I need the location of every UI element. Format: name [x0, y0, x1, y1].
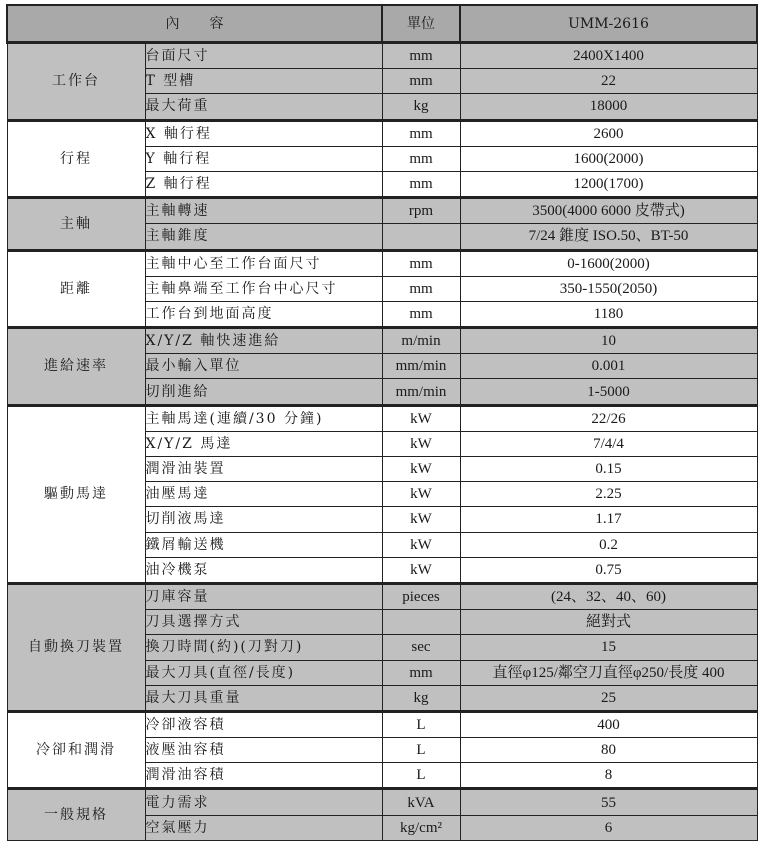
- spec-body: [7, 43, 757, 841]
- unit-cell: kVA: [382, 789, 460, 815]
- item-cell: 最大刀具(直徑/長度): [145, 660, 382, 685]
- item-cell: 主軸馬達(連續/30 分鐘): [145, 405, 382, 431]
- category-cell: 一般規格: [7, 789, 145, 840]
- value-cell: 1200(1700): [460, 171, 757, 197]
- unit-cell: [382, 224, 460, 250]
- item-cell: 刀具選擇方式: [145, 610, 382, 635]
- table-row: [7, 328, 757, 354]
- value-cell: 0.15: [460, 457, 757, 482]
- item-cell: 台面尺寸: [145, 43, 382, 69]
- value-cell: 15: [460, 635, 757, 660]
- value-cell: 0-1600(2000): [460, 250, 757, 276]
- unit-cell: mm: [382, 660, 460, 685]
- unit-cell: kW: [382, 431, 460, 456]
- value-cell: 6: [460, 815, 757, 840]
- item-cell: 油壓馬達: [145, 482, 382, 507]
- unit-cell: kW: [382, 405, 460, 431]
- value-cell: 絕對式: [460, 610, 757, 635]
- spec-table: [6, 4, 758, 841]
- unit-cell: mm/min: [382, 379, 460, 405]
- category-cell: 驅動馬達: [7, 405, 145, 583]
- value-cell: 0.2: [460, 532, 757, 557]
- unit-cell: mm/min: [382, 354, 460, 379]
- unit-cell: sec: [382, 635, 460, 660]
- item-cell: 電力需求: [145, 789, 382, 815]
- unit-cell: mm: [382, 69, 460, 94]
- value-cell: 3500(4000 6000 皮帶式): [460, 198, 757, 224]
- item-cell: 潤滑油容積: [145, 763, 382, 789]
- item-cell: 液壓油容積: [145, 738, 382, 763]
- item-cell: 鐵屑輸送機: [145, 532, 382, 557]
- item-cell: X/Y/Z 軸快速進給: [145, 328, 382, 354]
- value-cell: 22: [460, 69, 757, 94]
- value-cell: 1600(2000): [460, 146, 757, 171]
- value-cell: 2600: [460, 120, 757, 146]
- value-cell: 55: [460, 789, 757, 815]
- unit-cell: mm: [382, 250, 460, 276]
- value-cell: 直徑φ125/鄰空刀直徑φ250/長度 400: [460, 660, 757, 685]
- unit-cell: kW: [382, 557, 460, 583]
- unit-cell: kW: [382, 532, 460, 557]
- unit-cell: kW: [382, 457, 460, 482]
- item-cell: 冷卻液容積: [145, 711, 382, 737]
- value-cell: 22/26: [460, 405, 757, 431]
- value-cell: (24、32、40、60): [460, 583, 757, 609]
- unit-cell: kW: [382, 482, 460, 507]
- unit-cell: L: [382, 763, 460, 789]
- item-cell: 最小輸入單位: [145, 354, 382, 379]
- value-cell: 2400X1400: [460, 43, 757, 69]
- item-cell: 主軸鼻端至工作台中心尺寸: [145, 276, 382, 301]
- header-unit: 單位: [382, 5, 460, 43]
- header-content: 內容: [7, 5, 382, 43]
- table-row: [7, 405, 757, 431]
- item-cell: 切削進給: [145, 379, 382, 405]
- item-cell: X/Y/Z 馬達: [145, 431, 382, 456]
- value-cell: 1.17: [460, 507, 757, 532]
- unit-cell: mm: [382, 43, 460, 69]
- unit-cell: m/min: [382, 328, 460, 354]
- value-cell: 80: [460, 738, 757, 763]
- value-cell: 7/4/4: [460, 431, 757, 456]
- item-cell: Z 軸行程: [145, 171, 382, 197]
- value-cell: 1180: [460, 301, 757, 327]
- category-cell: 主軸: [7, 198, 145, 250]
- value-cell: 10: [460, 328, 757, 354]
- table-row: [7, 711, 757, 737]
- table-row: [7, 43, 757, 69]
- item-cell: 潤滑油裝置: [145, 457, 382, 482]
- item-cell: 最大荷重: [145, 94, 382, 120]
- item-cell: 主軸中心至工作台面尺寸: [145, 250, 382, 276]
- item-cell: 換刀時間(約)(刀對刀): [145, 635, 382, 660]
- header-model: UMM-2616: [460, 5, 757, 43]
- unit-cell: rpm: [382, 198, 460, 224]
- item-cell: 油冷機泵: [145, 557, 382, 583]
- unit-cell: mm: [382, 120, 460, 146]
- unit-cell: mm: [382, 301, 460, 327]
- unit-cell: L: [382, 711, 460, 737]
- item-cell: 最大刀具重量: [145, 685, 382, 711]
- value-cell: 7/24 錐度 ISO.50、BT-50: [460, 224, 757, 250]
- table-row: [7, 583, 757, 609]
- item-cell: T 型槽: [145, 69, 382, 94]
- item-cell: 刀庫容量: [145, 583, 382, 609]
- unit-cell: pieces: [382, 583, 460, 609]
- category-cell: 工作台: [7, 43, 145, 121]
- value-cell: 350-1550(2050): [460, 276, 757, 301]
- item-cell: X 軸行程: [145, 120, 382, 146]
- item-cell: Y 軸行程: [145, 146, 382, 171]
- unit-cell: mm: [382, 146, 460, 171]
- category-cell: 行程: [7, 120, 145, 198]
- value-cell: 400: [460, 711, 757, 737]
- value-cell: 0.001: [460, 354, 757, 379]
- value-cell: 1-5000: [460, 379, 757, 405]
- value-cell: 8: [460, 763, 757, 789]
- table-row: [7, 250, 757, 276]
- value-cell: 2.25: [460, 482, 757, 507]
- item-cell: 工作台到地面高度: [145, 301, 382, 327]
- value-cell: 25: [460, 685, 757, 711]
- item-cell: 主軸轉速: [145, 198, 382, 224]
- table-row: [7, 789, 757, 815]
- category-cell: 自動換刀裝置: [7, 583, 145, 711]
- unit-cell: kg/cm²: [382, 815, 460, 840]
- item-cell: 切削液馬達: [145, 507, 382, 532]
- unit-cell: kg: [382, 685, 460, 711]
- table-row: [7, 198, 757, 224]
- value-cell: 0.75: [460, 557, 757, 583]
- item-cell: 主軸錐度: [145, 224, 382, 250]
- table-row: [7, 120, 757, 146]
- category-cell: 距離: [7, 250, 145, 328]
- unit-cell: [382, 610, 460, 635]
- unit-cell: kg: [382, 94, 460, 120]
- value-cell: 18000: [460, 94, 757, 120]
- category-cell: 進給速率: [7, 328, 145, 406]
- unit-cell: kW: [382, 507, 460, 532]
- unit-cell: mm: [382, 171, 460, 197]
- category-cell: 冷卻和潤滑: [7, 711, 145, 789]
- item-cell: 空氣壓力: [145, 815, 382, 840]
- header-row: [7, 5, 757, 43]
- unit-cell: mm: [382, 276, 460, 301]
- unit-cell: L: [382, 738, 460, 763]
